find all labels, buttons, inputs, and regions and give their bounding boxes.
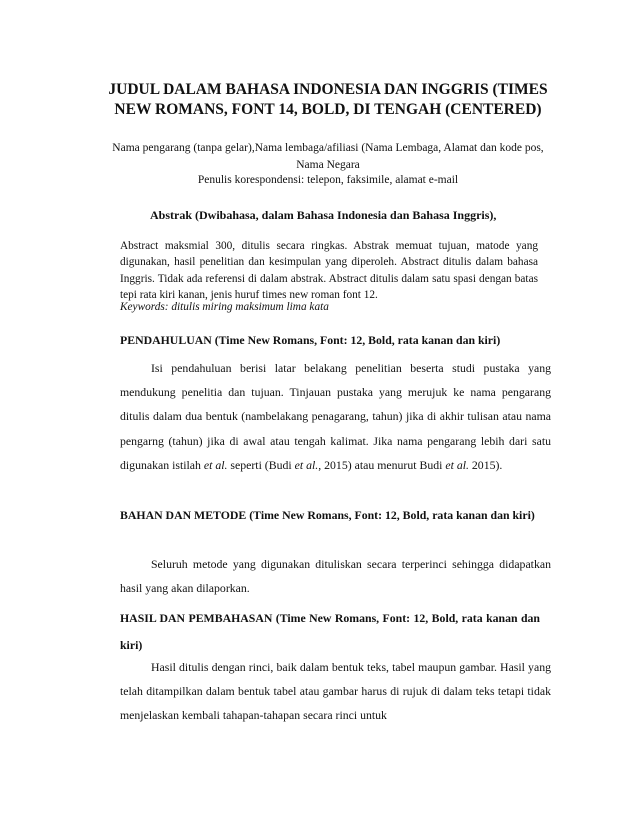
section-heading-results: HASIL DAN PEMBAHASAN (Time New Romans, Font: 12, Bold, rata kanan dan kiri)	[120, 611, 540, 652]
section-heading-introduction: PENDAHULUAN (Time New Romans, Font: 12, Bold, rata kanan dan kiri)	[120, 333, 501, 347]
intro-text-d: 2015).	[468, 457, 503, 472]
intro-text-c: , 2015) atau menurut Budi	[318, 457, 446, 472]
intro-etal-1: et al.	[203, 457, 228, 472]
intro-etal-3: et al.	[445, 457, 469, 472]
intro-text-a: Isi pendahuluan berisi latar belakang penelitian beserta studi pustaka yang mendukung penelitia dan tujuan. Tinjauan pustaka yang merujuk ke nama pengarang ditulis dalam dua bentuk (nambelakang penagarang, tahun) jika di akhir tulisan atau nama pengarng (tahun) jika di awal atau tengah kalimat. Jika nama pengarang lebih dari satu digunakan istilah	[120, 361, 551, 472]
abstract-text: Abstract maksmial 300, ditulis secara ringkas. Abstrak memuat tujuan, matode yang digunakan, hasil penelitian dan kesimpulan yang diperoleh. Abstract ditulis dalam bahasa Inggris. Tidak ada referensi di dalam abstrak. Abstract ditulis dalam satu spasi dengan batas tepi rata kiri kanan, jenis huruf times new roman font 12.	[120, 240, 538, 302]
correspondence-line: Penulis korespondensi: telepon, faksimile, alamat e-mail	[197, 174, 459, 186]
author-affiliation: Nama pengarang (tanpa gelar),Nama lembaga/afiliasi (Nama Lembaga, Alamat dan kode pos, Nama Negara	[112, 142, 544, 171]
introduction-paragraph	[120, 356, 551, 477]
intro-text-b: seperti (Budi	[227, 457, 295, 472]
paper-title: JUDUL DALAM BAHASA INDONESIA DAN INGGRIS (TIMES NEW ROMANS, FONT 14, BOLD, DI TENGAH (CENTERED)	[108, 81, 548, 118]
intro-etal-2: et al.	[294, 457, 319, 472]
section-heading-methods: BAHAN DAN METODE (Time New Romans, Font: 12, Bold, rata kanan dan kiri)	[120, 508, 535, 522]
abstract-heading: Abstrak (Dwibahasa, dalam Bahasa Indonesia dan Bahasa Inggris),	[150, 208, 497, 222]
results-paragraph: Hasil ditulis dengan rinci, baik dalam bentuk teks, tabel maupun gambar. Hasil yang telah ditampilkan dalam bentuk tabel atau gambar harus di rujuk di dalam teks tetapi tidak menjelaskan kembali tahapan-tahapan secara rinci untuk	[120, 660, 551, 723]
methods-paragraph: Seluruh metode yang digunakan dituliskan secara terperinci sehingga didapatkan hasil yang akan dilaporkan.	[120, 557, 551, 596]
keywords-line: Keywords: ditulis miring maksimum lima kata	[120, 301, 329, 313]
